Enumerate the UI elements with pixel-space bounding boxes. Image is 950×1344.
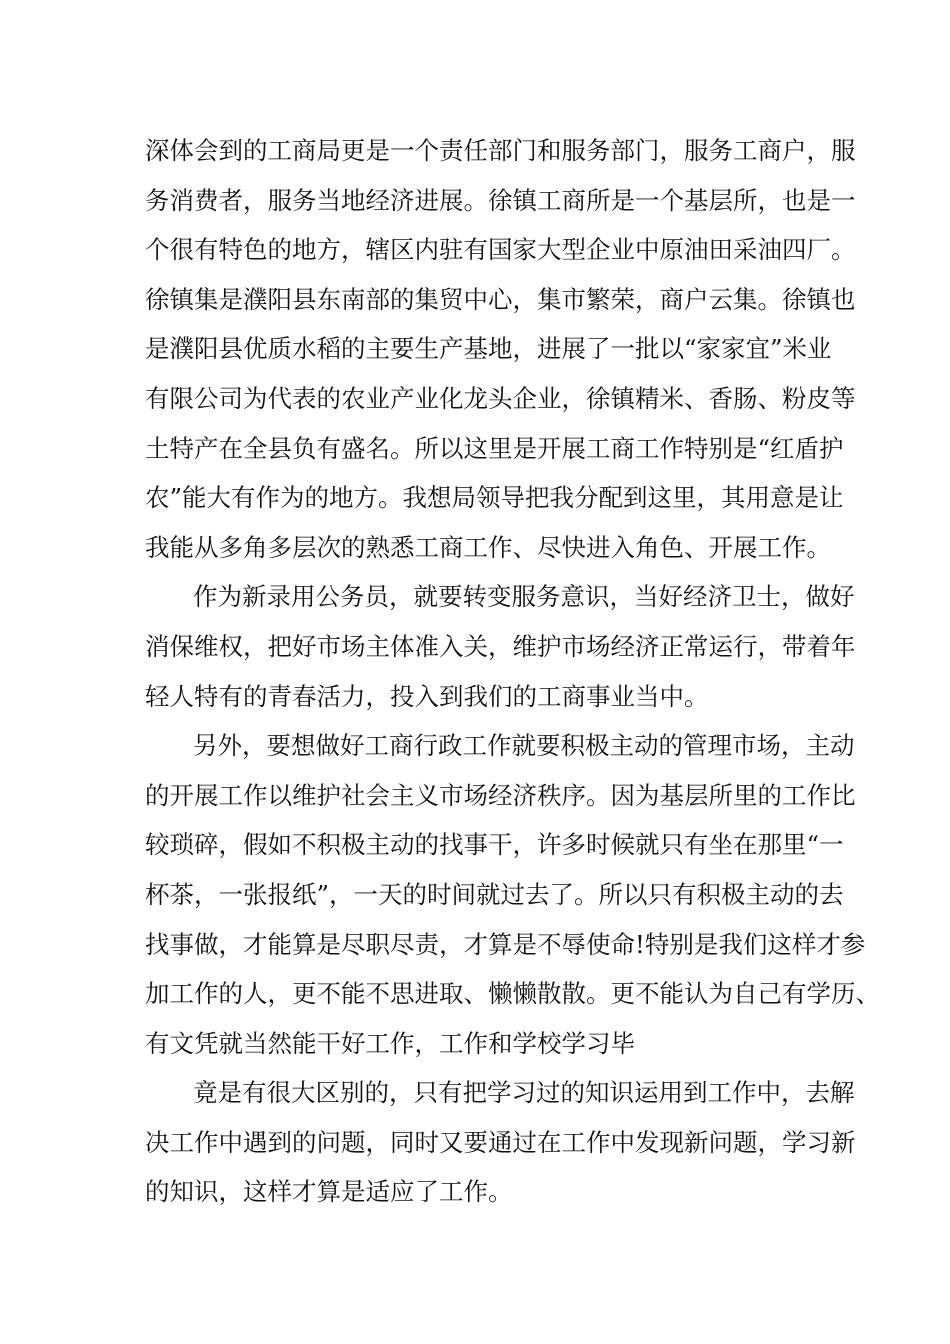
text-line-18: 加工作的人，更不能不思进取、懒懒散散。更不能认为自己有学历、 [145, 979, 880, 1009]
text-line-1: 深体会到的工商局更是一个责任部门和服务部门，服务工商户，服 [145, 136, 856, 165]
text-line-5: 是濮阳县优质水稻的主要生产基地，进展了一批以“家家宜”米业 [145, 334, 832, 364]
text-line-4: 徐镇集是濮阳县东南部的集贸中心，集市繁荣，商户云集。徐镇也 [145, 284, 856, 314]
text-line-14: 的开展工作以维护社会主义市场经济秩序。因为基层所里的工作比 [145, 780, 856, 810]
body-text [145, 126, 880, 1217]
text-line-21: 决工作中遇到的问题，同时又要通过在工作中发现新问题，学习新 [145, 1127, 856, 1157]
text-line-20: 竟是有很大区别的，只有把学习过的知识运用到工作中，去解 [193, 1078, 855, 1108]
text-line-7: 土特产在全县负有盛名。所以这里是开展工商工作特别是“红盾护 [145, 433, 844, 463]
text-line-13: 另外，要想做好工商行政工作就要积极主动的管理市场，主动 [193, 731, 855, 761]
text-line-8: 农”能大有作为的地方。我想局领导把我分配到这里，其用意是让 [145, 483, 844, 513]
text-line-11: 消保维权，把好市场主体准入关，维护市场经济正常运行，带着年 [145, 631, 856, 661]
text-line-6: 有限公司为代表的农业产业化龙头企业，徐镇精米、香肠、粉皮等 [145, 383, 856, 413]
text-line-22: 的知识，这样才算是适应了工作。 [145, 1177, 513, 1207]
text-line-16: 杯茶，一张报纸”，一天的时间就过去了。所以只有积极主动的去 [145, 879, 844, 909]
text-line-12: 轻人特有的青春活力，投入到我们的工商事业当中。 [145, 681, 709, 711]
text-line-10: 作为新录用公务员，就要转变服务意识，当好经济卫士，做好 [193, 582, 855, 612]
text-line-15: 较琐碎，假如不积极主动的找事干，许多时候就只有坐在那里“一 [145, 830, 844, 860]
text-line-2: 务消费者，服务当地经济进展。徐镇工商所是一个基层所，也是一 [145, 185, 856, 215]
text-line-19: 有文凭就当然能干好工作，工作和学校学习毕 [145, 1028, 635, 1058]
text-line-3: 个很有特色的地方，辖区内驻有国家大型企业中原油田采油四厂。 [145, 235, 856, 265]
text-line-9: 我能从多角多层次的熟悉工商工作、尽快进入角色、开展工作。 [145, 532, 831, 562]
text-line-17: 找事做，才能算是尽职尽责，才算是不辱使命!特别是我们这样才参 [145, 929, 866, 959]
